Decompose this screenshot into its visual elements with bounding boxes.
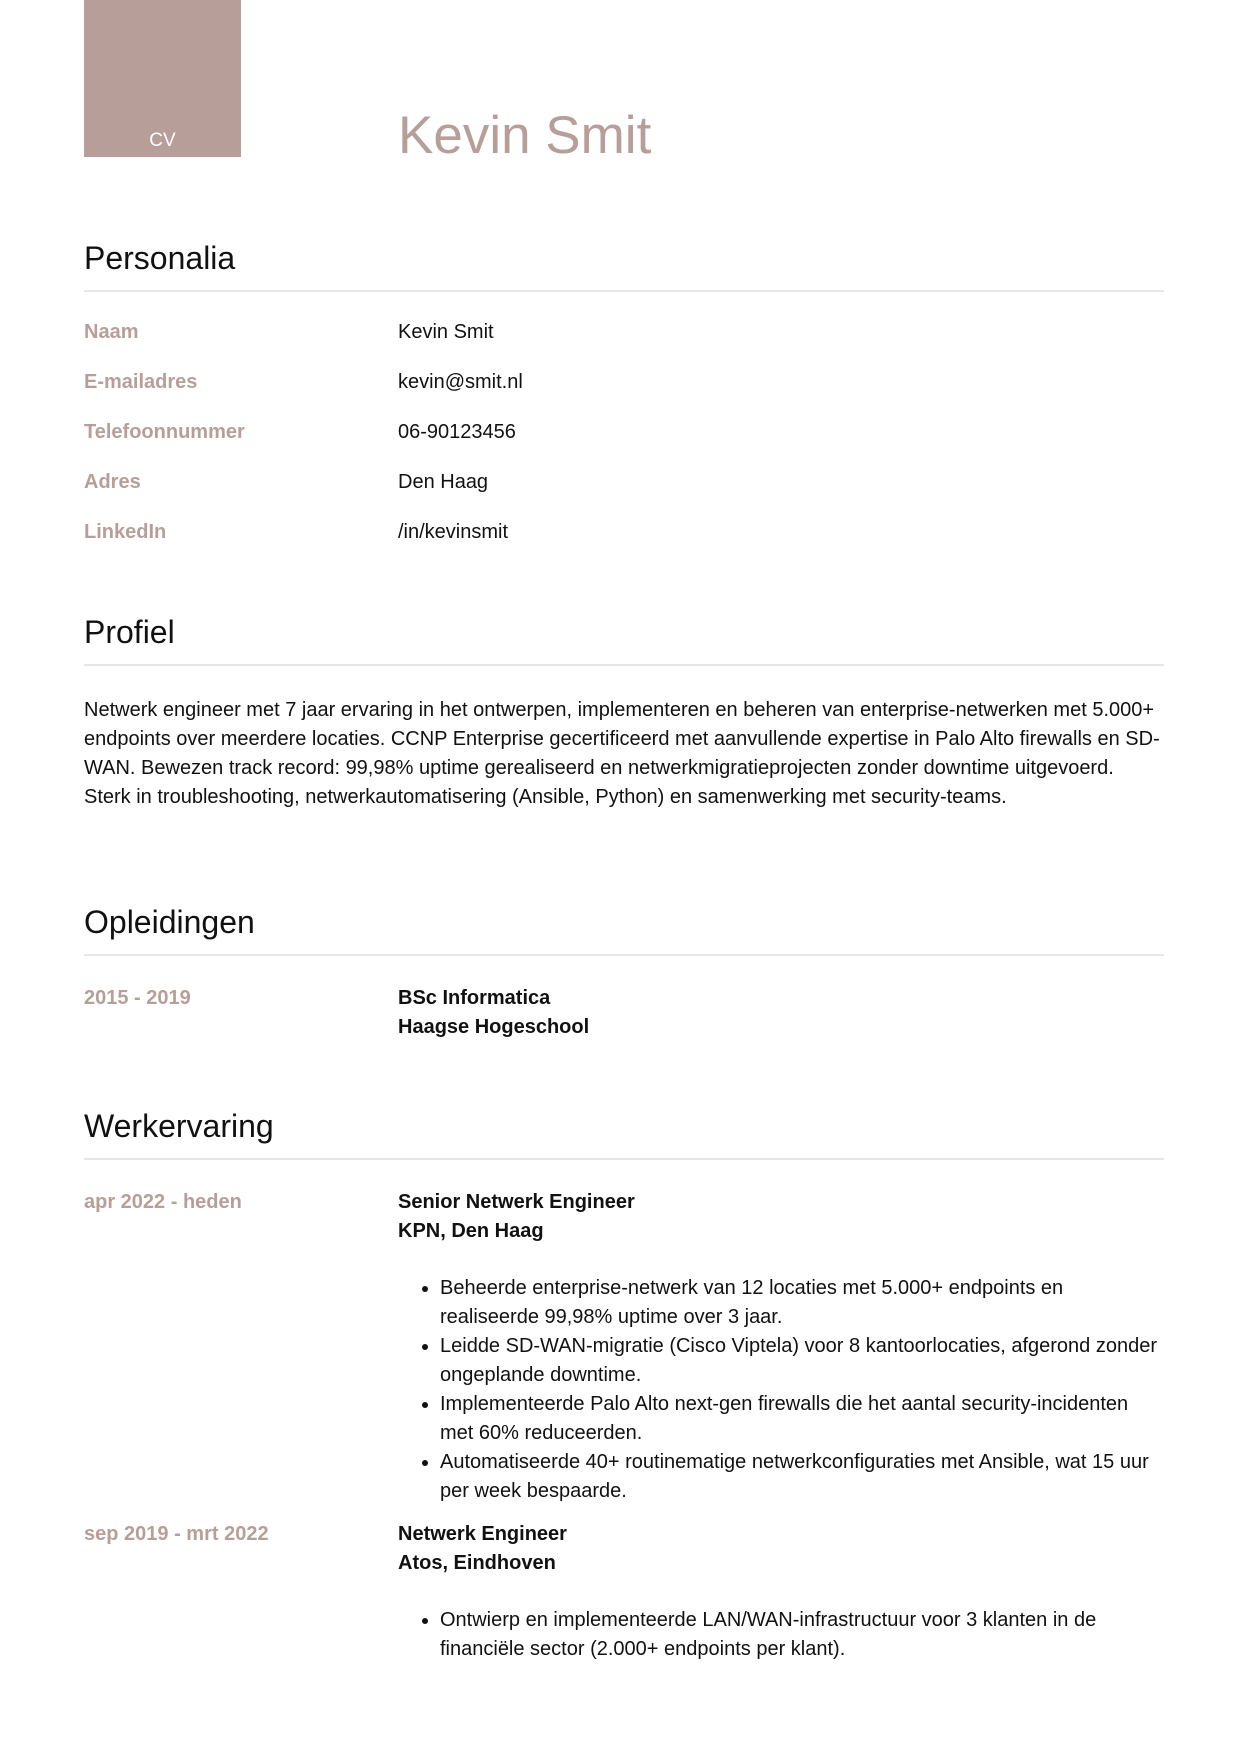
- section-werkervaring: [84, 1106, 1164, 1664]
- list-item: • Ontwierp en implementeerde LAN/WAN-infrastructuur voor 3 klanten in de financiële sector (2.000+ endpoints per klant).: [440, 1606, 1164, 1664]
- education-school: Haagse Hogeschool: [398, 1016, 590, 1038]
- field-value: Den Haag: [398, 471, 489, 493]
- education-entry: [84, 984, 1164, 1042]
- list-item: • Beheerde enterprise-netwerk van 12 locaties met 5.000+ endpoints en realiseerde 99,98% uptime over 3 jaar.: [440, 1274, 1164, 1332]
- section-title-werkervaring: Werkervaring: [84, 1106, 1164, 1160]
- cv-badge-label: CV: [149, 130, 176, 151]
- field-value: 06-90123456: [398, 421, 516, 443]
- cv-badge: [84, 0, 241, 157]
- field-value: kevin@smit.nl: [398, 371, 523, 393]
- personalia-row-linkedin: [84, 520, 1164, 570]
- list-item: • Implementeerde Palo Alto next-gen firewalls die het aantal security-incidenten met 60% reduceerden.: [440, 1390, 1164, 1448]
- job-company: Atos, Eindhoven: [398, 1552, 556, 1574]
- field-label: E-mailadres: [84, 371, 198, 393]
- list-item: • Automatiseerde 40+ routinematige netwerkconfiguraties met Ansible, wat 15 uur per week bespaarde.: [440, 1448, 1164, 1506]
- section-title-personalia: Personalia: [84, 238, 1164, 292]
- field-label: Telefoonnummer: [84, 421, 245, 443]
- section-title-opleidingen: Opleidingen: [84, 902, 1164, 956]
- job-date: sep 2019 - mrt 2022: [84, 1523, 269, 1545]
- personalia-row-telefoon: [84, 420, 1164, 470]
- field-label: Adres: [84, 471, 141, 493]
- education-body: [398, 984, 1164, 1042]
- field-label: Naam: [84, 321, 139, 343]
- profile-summary: Netwerk engineer met 7 jaar ervaring in het ontwerpen, implementeren en beheren van enterprise-netwerken met 5.000+ endpoints over meerdere locaties. CCNP Enterprise gecertificeerd met aanvullende expertise in Palo Alto firewalls en SD-WAN. Bewezen track record: 99,98% uptime gerealiseerd en netwerkmigratieprojecten zonder downtime uitgevoerd. Sterk in troubleshooting, netwerkautomatisering (Ansible, Python) en samenwerking met security-teams.: [84, 699, 1160, 808]
- section-title-profiel: Profiel: [84, 612, 1164, 666]
- education-date: 2015 - 2019: [84, 987, 191, 1009]
- section-opleidingen: [84, 902, 1164, 1042]
- page-title: Kevin Smit: [398, 106, 652, 165]
- field-value: Kevin Smit: [398, 321, 494, 343]
- section-personalia: [84, 238, 1164, 570]
- job-entry: [84, 1188, 1164, 1506]
- list-item: • Leidde SD-WAN-migratie (Cisco Viptela) voor 8 kantoorlocaties, afgerond zonder ongeplande downtime.: [440, 1332, 1164, 1390]
- job-entry: [84, 1520, 1164, 1664]
- job-achievements: [398, 1274, 1164, 1506]
- personalia-row-adres: [84, 470, 1164, 520]
- job-date: apr 2022 - heden: [84, 1191, 242, 1213]
- job-company: KPN, Den Haag: [398, 1220, 544, 1242]
- job-body: [398, 1520, 1164, 1664]
- personalia-row-email: [84, 370, 1164, 420]
- job-role: Senior Netwerk Engineer: [398, 1191, 635, 1213]
- job-role: Netwerk Engineer: [398, 1523, 567, 1545]
- job-achievements: [398, 1606, 1164, 1664]
- personalia-row-naam: [84, 320, 1164, 370]
- education-degree: BSc Informatica: [398, 987, 551, 1009]
- field-value: /in/kevinsmit: [398, 521, 509, 543]
- field-label: LinkedIn: [84, 521, 167, 543]
- section-profiel: [84, 612, 1164, 832]
- personalia-list: [84, 320, 1164, 570]
- job-body: [398, 1188, 1164, 1506]
